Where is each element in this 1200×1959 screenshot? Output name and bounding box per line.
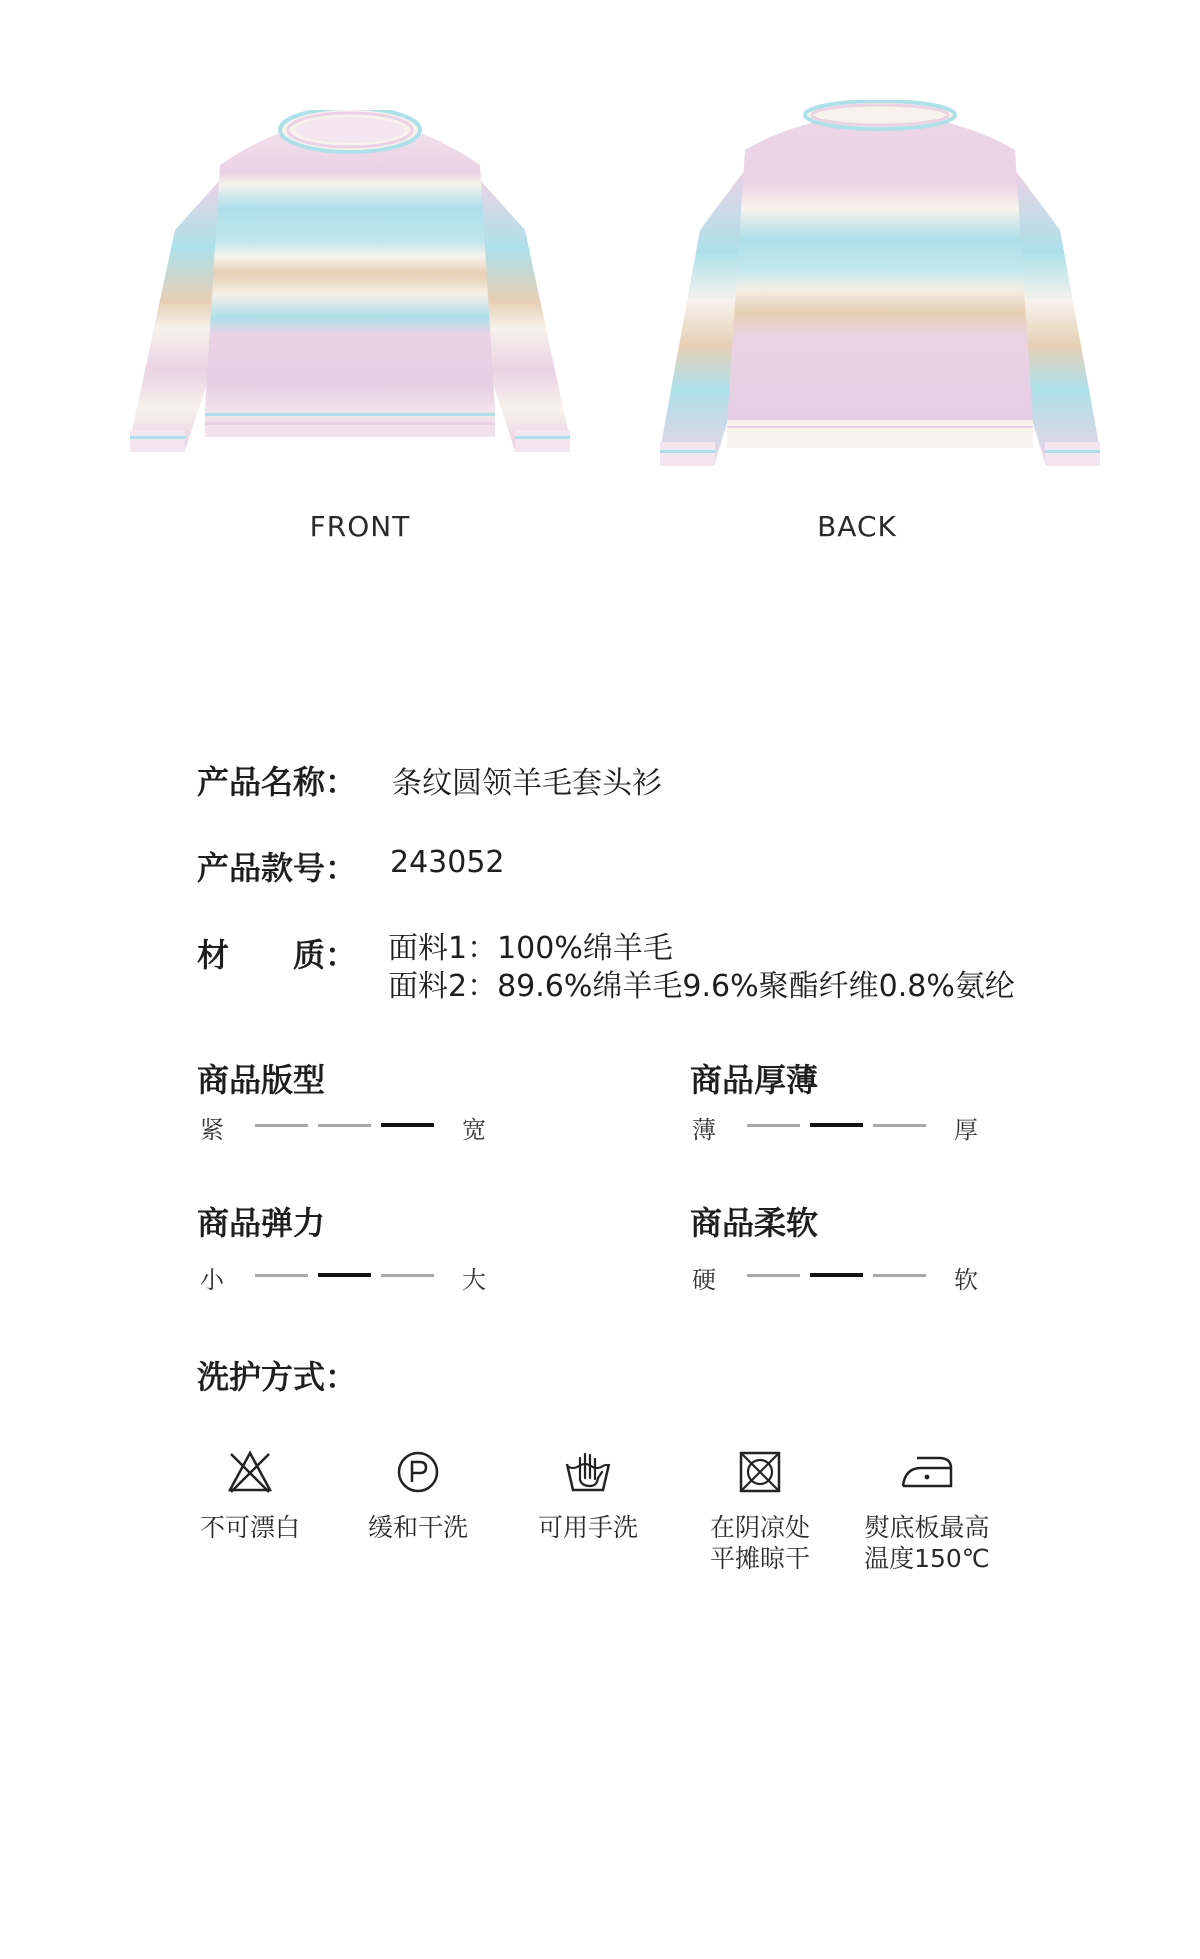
product-name-value: 条纹圆领羊毛套头衫 [392,766,662,801]
material-line: 面料1：100%绵羊毛 [388,931,673,966]
attr-title-thickness: 商品厚薄 [690,1061,819,1099]
scale-segment [873,1124,926,1127]
scale-low-label: 薄 [692,1116,716,1144]
scale-segment [747,1274,800,1277]
hand-wash-icon [564,1450,612,1494]
attr-title-elasticity: 商品弹力 [197,1204,326,1242]
care-label: 熨底板最高 温度150℃ [864,1513,990,1573]
scale-segment [747,1124,800,1127]
front-label: FRONT [309,510,411,543]
attr-title-fit: 商品版型 [197,1061,326,1099]
care-item-shade-flat-dry [685,1450,835,1574]
material-label: 材 质： [197,936,358,974]
product-code-label: 产品款号： [197,849,358,887]
care-item-hand-wash [513,1450,663,1543]
scale-low-label: 硬 [692,1266,716,1294]
scale-high-label: 宽 [462,1116,486,1144]
scale-segment-active [381,1123,434,1127]
material-line: 面料2：89.6%绵羊毛9.6%聚酯纤维0.8%氨纶 [388,969,1015,1004]
scale-segment-active [810,1273,863,1277]
scale-high-label: 厚 [954,1116,978,1144]
shade-flat-dry-icon [737,1450,783,1494]
scale-segment [255,1274,308,1277]
care-item-no-bleach [175,1450,325,1543]
care-label: 在阴凉处 平摊晾干 [709,1513,810,1573]
scale-thickness [692,1110,992,1144]
scale-segment [318,1124,371,1127]
scale-high-label: 软 [954,1266,978,1294]
care-label: 缓和干洗 [367,1513,468,1542]
scale-segment [381,1274,434,1277]
product-code-value: 243052 [390,845,505,880]
care-item-iron [852,1450,1002,1574]
iron-icon [899,1450,955,1494]
sweater-back-image [655,100,1105,480]
scale-fit [200,1110,500,1144]
care-label: 不可漂白 [199,1513,300,1542]
scale-segment [873,1274,926,1277]
no-bleach-icon [227,1450,273,1494]
scale-low-label: 紧 [200,1116,224,1144]
care-item-dry-clean [343,1450,493,1543]
scale-segment-active [318,1273,371,1277]
material-value [388,930,1015,1006]
scale-elasticity [200,1260,500,1294]
scale-low-label: 小 [200,1266,224,1294]
back-label: BACK [817,510,897,543]
gentle-dry-clean-icon [395,1450,441,1494]
scale-high-label: 大 [462,1266,486,1294]
product-name-label: 产品名称： [197,763,358,801]
scale-segment-active [810,1123,863,1127]
scale-segment [255,1124,308,1127]
care-title: 洗护方式： [197,1358,358,1396]
attr-title-softness: 商品柔软 [690,1204,819,1242]
scale-softness [692,1260,992,1294]
care-label: 可用手洗 [537,1513,638,1542]
sweater-front-image [125,110,575,470]
